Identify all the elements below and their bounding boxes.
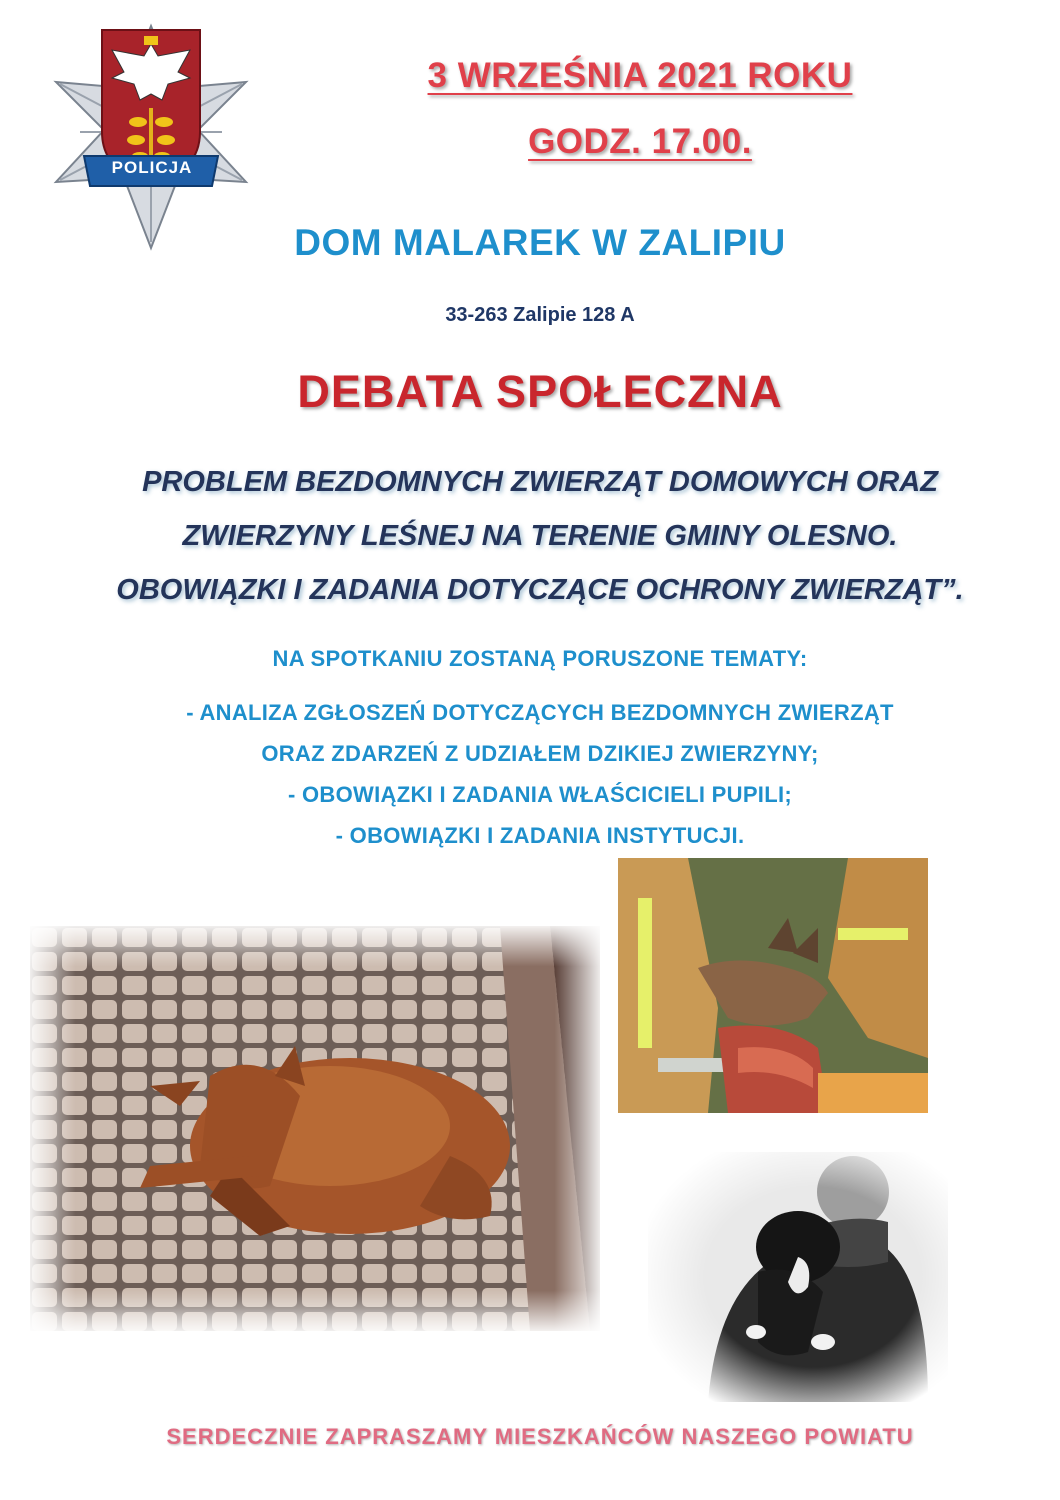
topic-line: ZWIERZYNY LEŚNEJ NA TERENIE GMINY OLESNO. [182, 520, 898, 552]
event-time: GODZ. 17.00. [528, 122, 752, 161]
topic-line: OBOWIĄZKI I ZADANIA DOTYCZĄCE OCHRONY ZWIERZĄT”. [116, 574, 964, 606]
subjects-heading: NA SPOTKANIU ZOSTANĄ PORUSZONE TEMATY: [272, 646, 808, 671]
subject-item: ORAZ ZDARZEŃ Z UDZIAŁEM DZIKIEJ ZWIERZYNY; [261, 741, 819, 766]
subject-item: - OBOWIĄZKI I ZADANIA INSTYTUCJI. [335, 823, 745, 848]
debate-title: DEBATA SPOŁECZNA [297, 366, 783, 417]
venue-address: 33-263 Zalipie 128 A [445, 304, 635, 326]
dog-photo [30, 926, 600, 1331]
event-date: 3 WRZEŚNIA 2021 ROKU [427, 56, 853, 95]
badge-label: POLICJA [111, 158, 193, 177]
invitation-text: SERDECZNIE ZAPRASZAMY MIESZKAŃCÓW NASZEGO POWIATU [166, 1424, 914, 1449]
subject-item: - ANALIZA ZGŁOSZEŃ DOTYCZĄCYCH BEZDOMNYCH ZWIERZĄT [186, 700, 894, 725]
venue-name: DOM MALAREK W ZALIPIU [294, 222, 786, 263]
puppy-hug-photo [648, 1152, 948, 1402]
topic-line: PROBLEM BEZDOMNYCH ZWIERZĄT DOMOWYCH ORAZ [142, 466, 938, 498]
subject-item: - OBOWIĄZKI I ZADANIA WŁAŚCICIELI PUPILI; [287, 782, 792, 807]
deer-rescue-photo [618, 858, 928, 1113]
